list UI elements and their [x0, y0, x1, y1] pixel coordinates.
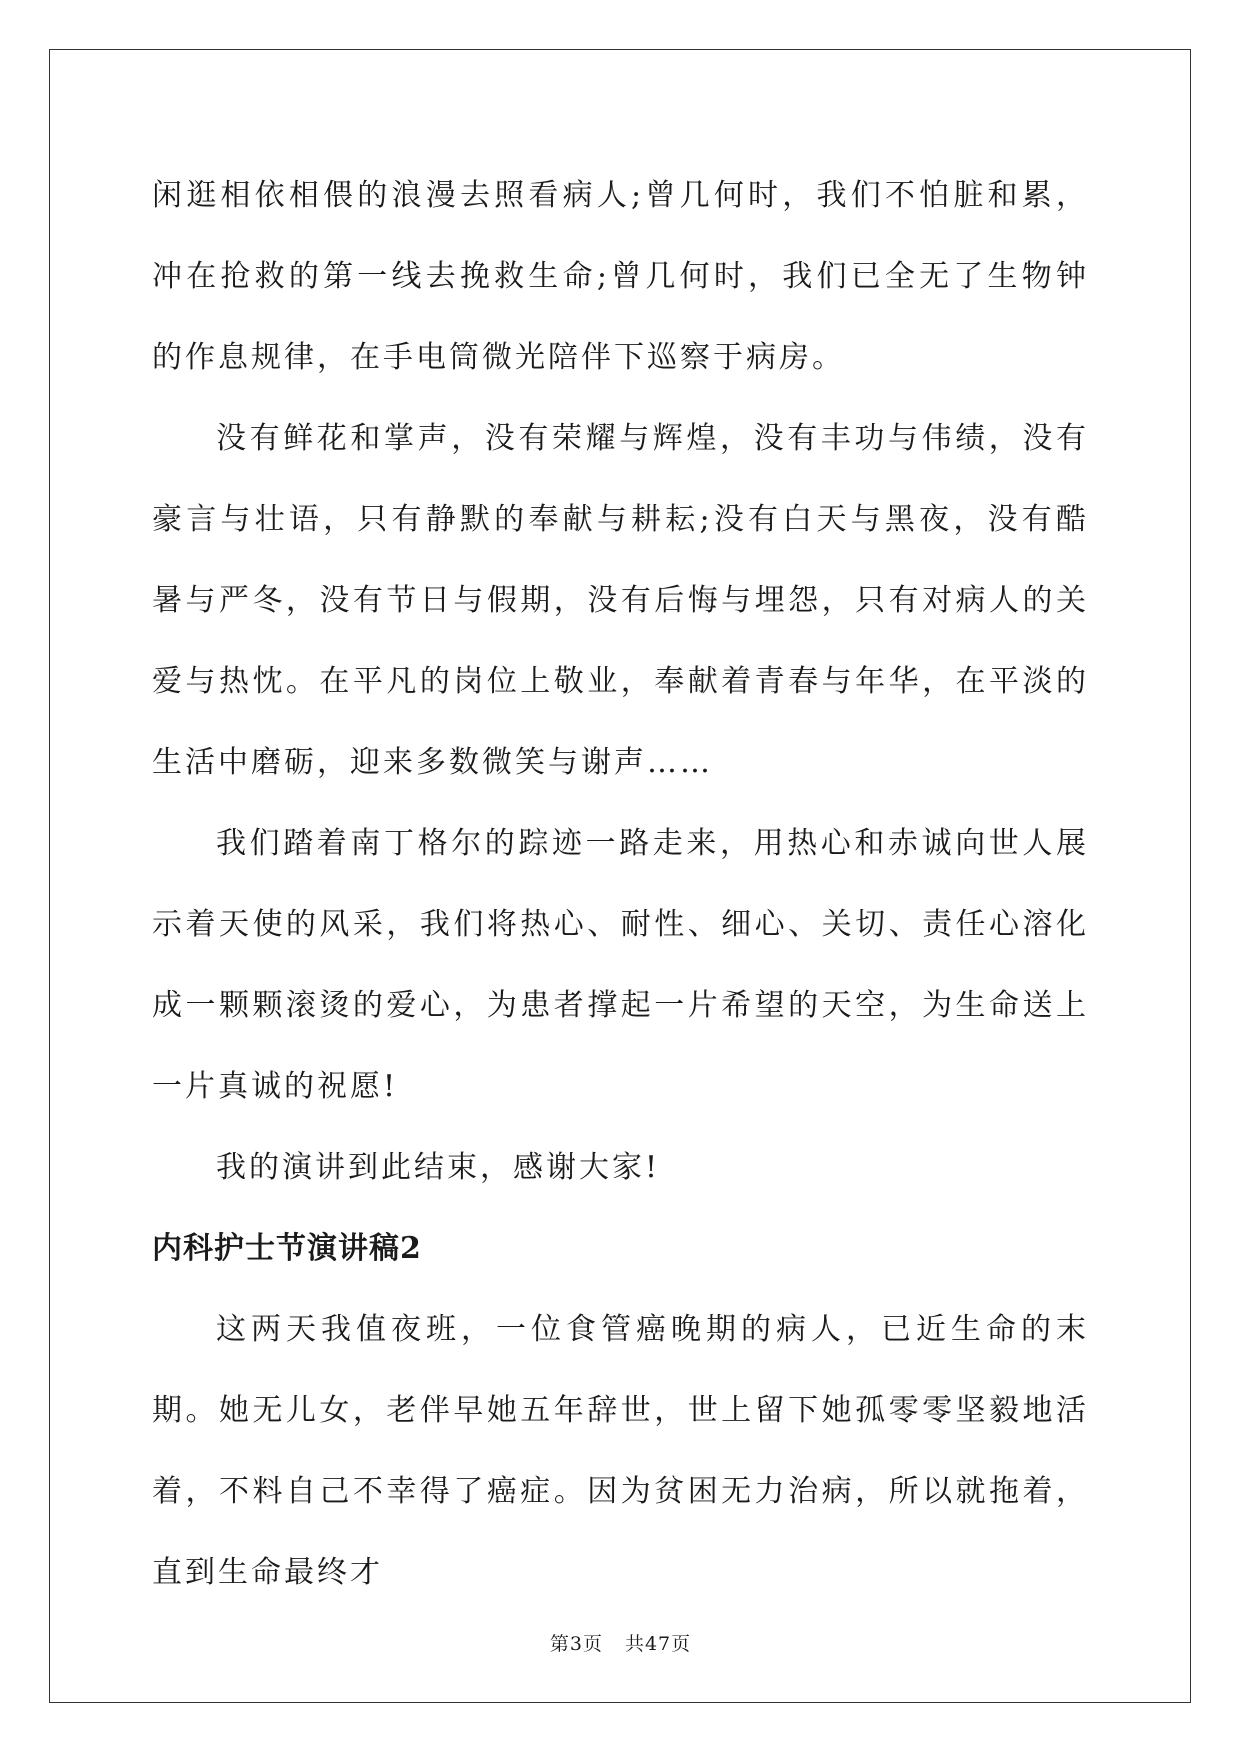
- page-footer: [0, 1629, 1241, 1656]
- section-paragraph-1: 这两天我值夜班，一位食管癌晚期的病人，已近生命的末期。她无儿女，老伴早她五年辞世，世上留下她孤零零坚毅地活着，不料自己不幸得了癌症。因为贫困无力治病，所以就拖着，直到生命最终才: [152, 1312, 1089, 1590]
- page-number: 第3页: [549, 1633, 603, 1655]
- section-title: 内科护士节演讲稿2: [152, 1231, 422, 1266]
- paragraph-2: 没有鲜花和掌声，没有荣耀与辉煌，没有丰功与伟绩，没有豪言与壮语，只有静默的奉献与耕耘;没有白天与黑夜，没有酷暑与严冬，没有节日与假期，没有后悔与埋怨，只有对病人的关爱与热忱。在平凡的岗位上敬业，奉献着青春与年华，在平淡的生活中磨砺，迎来多数微笑与谢声……: [152, 421, 1089, 780]
- paragraph-3: 我们踏着南丁格尔的踪迹一路走来，用热心和赤诚向世人展示着天使的风采，我们将热心、耐性、细心、关切、责任心溶化成一颗颗滚烫的爱心，为患者撑起一片希望的天空，为生命送上一片真诚的祝愿!: [152, 826, 1089, 1104]
- document-body: [152, 155, 1089, 1613]
- page-total: 共47页: [624, 1633, 692, 1655]
- paragraph-4: 我的演讲到此结束，感谢大家!: [216, 1150, 661, 1185]
- paragraph-1: 闲逛相依相偎的浪漫去照看病人;曾几何时，我们不怕脏和累，冲在抢救的第一线去挽救生命;曾几何时，我们已全无了生物钟的作息规律，在手电筒微光陪伴下巡察于病房。: [152, 178, 1089, 375]
